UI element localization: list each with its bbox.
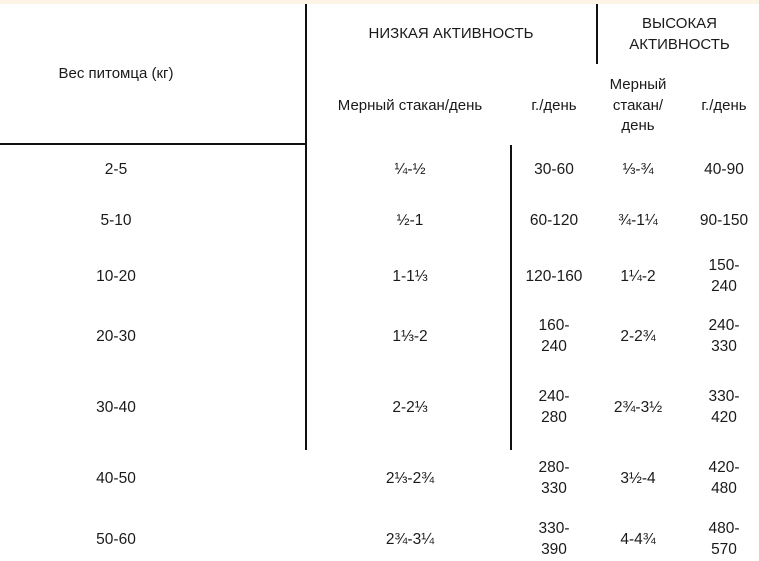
weight-cell: 5-10 <box>100 212 132 229</box>
weight-cell: 40-50 <box>96 470 136 487</box>
high-grams-cell: 240- <box>708 317 740 334</box>
low-cup-cell: 1-1⅓ <box>392 268 428 285</box>
low-cup-header: Мерный стакан/день <box>337 97 483 114</box>
high-cup-header-line2: стакан/ <box>612 97 664 114</box>
low-grams-cell-cont: 240 <box>541 338 567 355</box>
high-grams-cell: 480- <box>708 520 740 537</box>
high-grams-cell-cont: 330 <box>711 338 737 355</box>
low-cup-cell: 2⅓-2¾ <box>385 470 435 487</box>
low-cup-cell: ½-1 <box>396 212 424 229</box>
high-grams-cell: 150- <box>708 257 740 274</box>
top-strip <box>0 0 759 4</box>
divider-weight-column <box>305 4 307 450</box>
high-grams-cell-cont: 480 <box>711 480 737 497</box>
low-grams-cell: 280- <box>538 459 570 476</box>
weight-cell: 2-5 <box>104 161 128 178</box>
low-grams-cell: 240- <box>538 388 570 405</box>
high-cup-cell: 2¾-3½ <box>613 399 663 416</box>
low-grams-cell-cont: 390 <box>541 541 567 558</box>
high-cup-cell: 4-4¾ <box>620 531 656 548</box>
high-grams-header: г./день <box>701 97 747 114</box>
high-cup-cell: 3½-4 <box>620 470 656 487</box>
low-grams-header: г./день <box>531 97 577 114</box>
low-grams-cell-cont: 280 <box>541 409 567 426</box>
low-grams-cell: 330- <box>538 520 570 537</box>
low-activity-header: НИЗКАЯ АКТИВНОСТЬ <box>368 25 534 42</box>
weight-cell: 10-20 <box>96 268 136 285</box>
weight-cell: 20-30 <box>96 328 136 345</box>
low-cup-cell: 2-2⅓ <box>392 399 428 416</box>
low-grams-cell: 160- <box>538 317 570 334</box>
high-cup-cell: 2-2¾ <box>620 328 656 345</box>
divider-activity-groups <box>596 4 598 64</box>
high-grams-cell-cont: 420 <box>711 409 737 426</box>
weight-cell: 50-60 <box>96 531 136 548</box>
low-cup-cell: ¼-½ <box>394 161 426 178</box>
divider-header-bottom <box>0 143 307 145</box>
high-grams-cell: 330- <box>708 388 740 405</box>
low-grams-cell-cont: 330 <box>541 480 567 497</box>
high-grams-cell: 420- <box>708 459 740 476</box>
weight-column-header: Вес питомца (кг) <box>58 65 174 82</box>
low-grams-cell: 60-120 <box>529 212 579 229</box>
high-activity-header-line2: АКТИВНОСТЬ <box>629 36 730 53</box>
low-grams-cell: 120-160 <box>525 268 583 285</box>
high-cup-header-line3: день <box>621 117 655 134</box>
high-activity-header-line1: ВЫСОКАЯ <box>641 15 718 32</box>
low-cup-cell: 1⅓-2 <box>392 328 428 345</box>
weight-cell: 30-40 <box>96 399 136 416</box>
high-grams-cell: 40-90 <box>704 161 744 178</box>
high-cup-header-line1: Мерный <box>609 76 667 93</box>
low-cup-cell: 2¾-3¼ <box>385 531 435 548</box>
high-cup-cell: ⅓-¾ <box>622 161 654 178</box>
high-cup-cell: ¾-1¼ <box>618 212 658 229</box>
high-cup-cell: 1¼-2 <box>620 268 656 285</box>
high-grams-cell-cont: 240 <box>711 278 737 295</box>
high-grams-cell-cont: 570 <box>711 541 737 558</box>
high-grams-cell: 90-150 <box>699 212 749 229</box>
low-grams-cell: 30-60 <box>534 161 574 178</box>
